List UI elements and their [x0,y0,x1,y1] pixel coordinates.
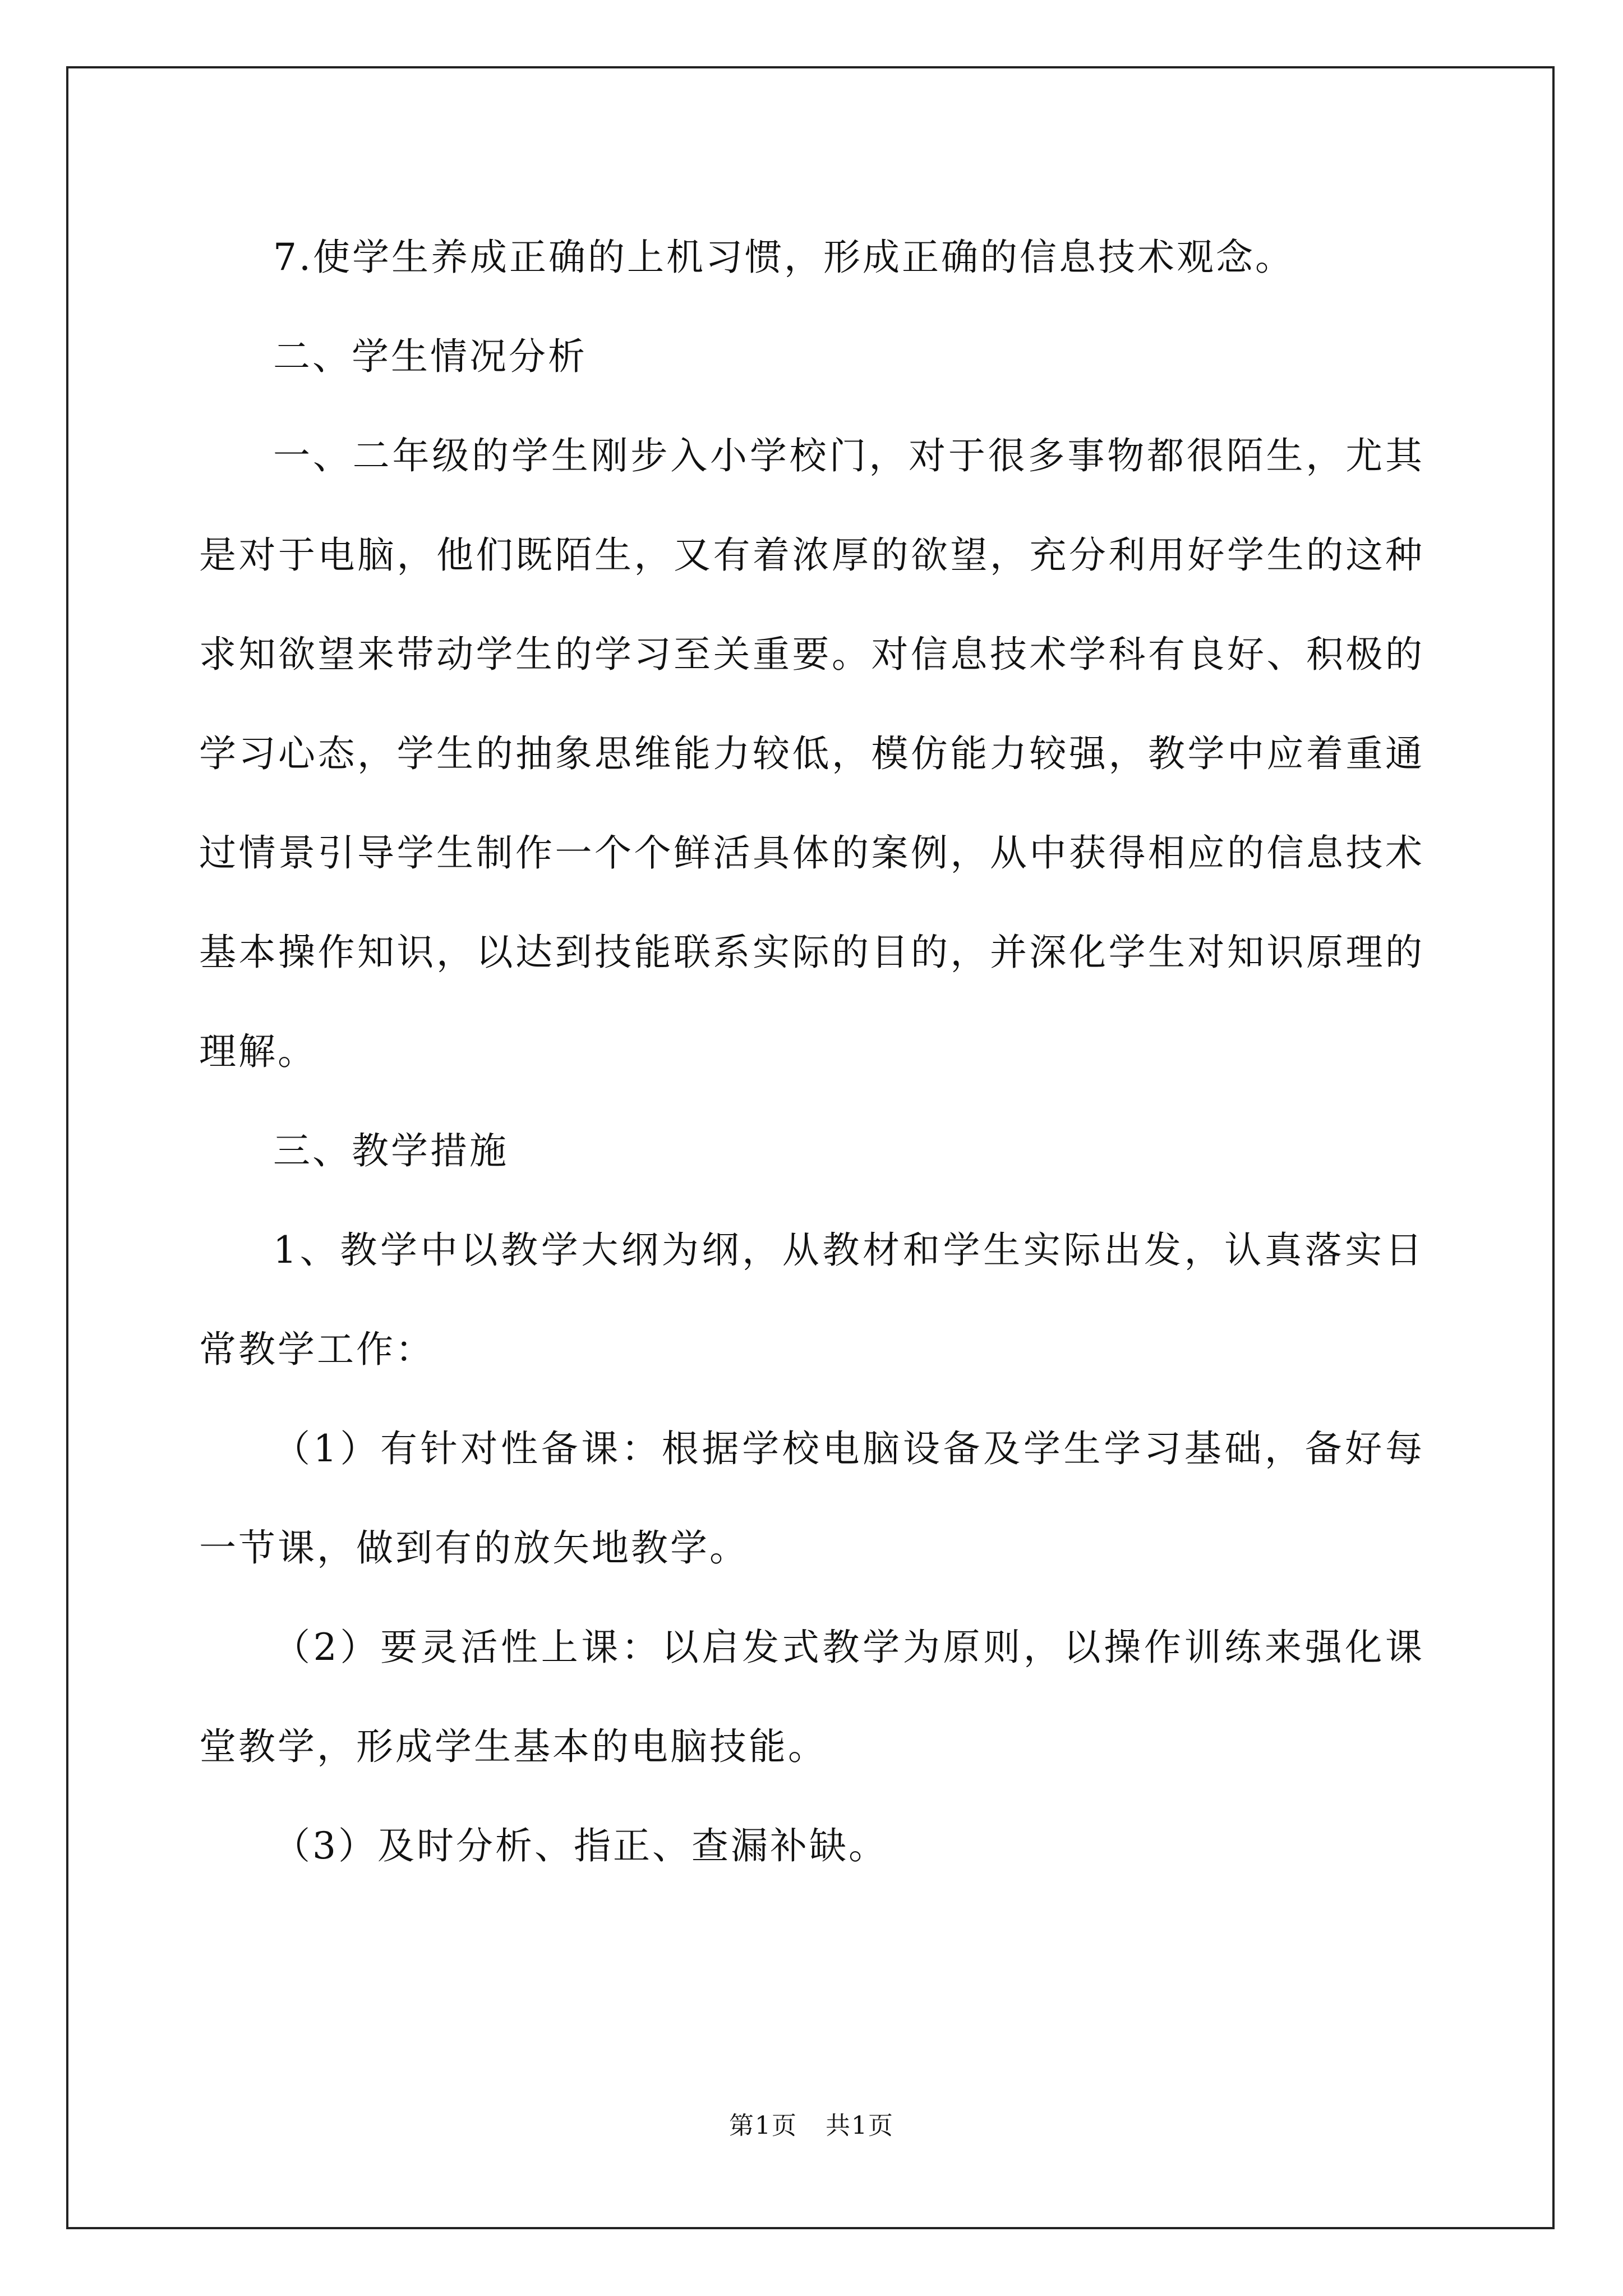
document-body [199,208,1424,1895]
heading-teaching-measures: 三、教学措施 [273,1129,509,1172]
paragraph-measure-1-2: （2）要灵活性上课：以启发式教学为原则，以操作训练来强化课堂教学，形成学生基本的电脑技能。 [199,1626,1424,1768]
heading-student-analysis: 二、学生情况分析 [273,335,587,378]
page-total: 共1页 [826,2111,894,2140]
page-footer [0,2109,1623,2143]
paragraph-goal-7: 7.使学生养成正确的上机习惯，形成正确的信息技术观念。 [273,236,1294,279]
paragraph-measure-1: 1、教学中以教学大纲为纲，从教材和学生实际出发，认真落实日常教学工作： [199,1228,1424,1371]
paragraph-measure-1-3: （3）及时分析、指正、查漏补缺。 [273,1824,888,1867]
paragraph-student-analysis: 一、二年级的学生刚步入小学校门，对于很多事物都很陌生，尤其是对于电脑，他们既陌生，又有着浓厚的欲望，充分利用好学生的这种求知欲望来带动学生的学习至关重要。对信息技术学科有良好、积极的学习心态，学生的抽象思维能力较低，模仿能力较强，教学中应着重通过情景引导学生制作一个个鲜活具体的案例，从中获得相应的信息技术基本操作知识，以达到技能联系实际的目的，并深化学生对知识原理的理解。 [199,434,1424,1073]
page-number: 第1页 [729,2111,797,2140]
paragraph-measure-1-1: （1）有针对性备课：根据学校电脑设备及学生学习基础，备好每一节课，做到有的放矢地教学。 [199,1427,1424,1570]
